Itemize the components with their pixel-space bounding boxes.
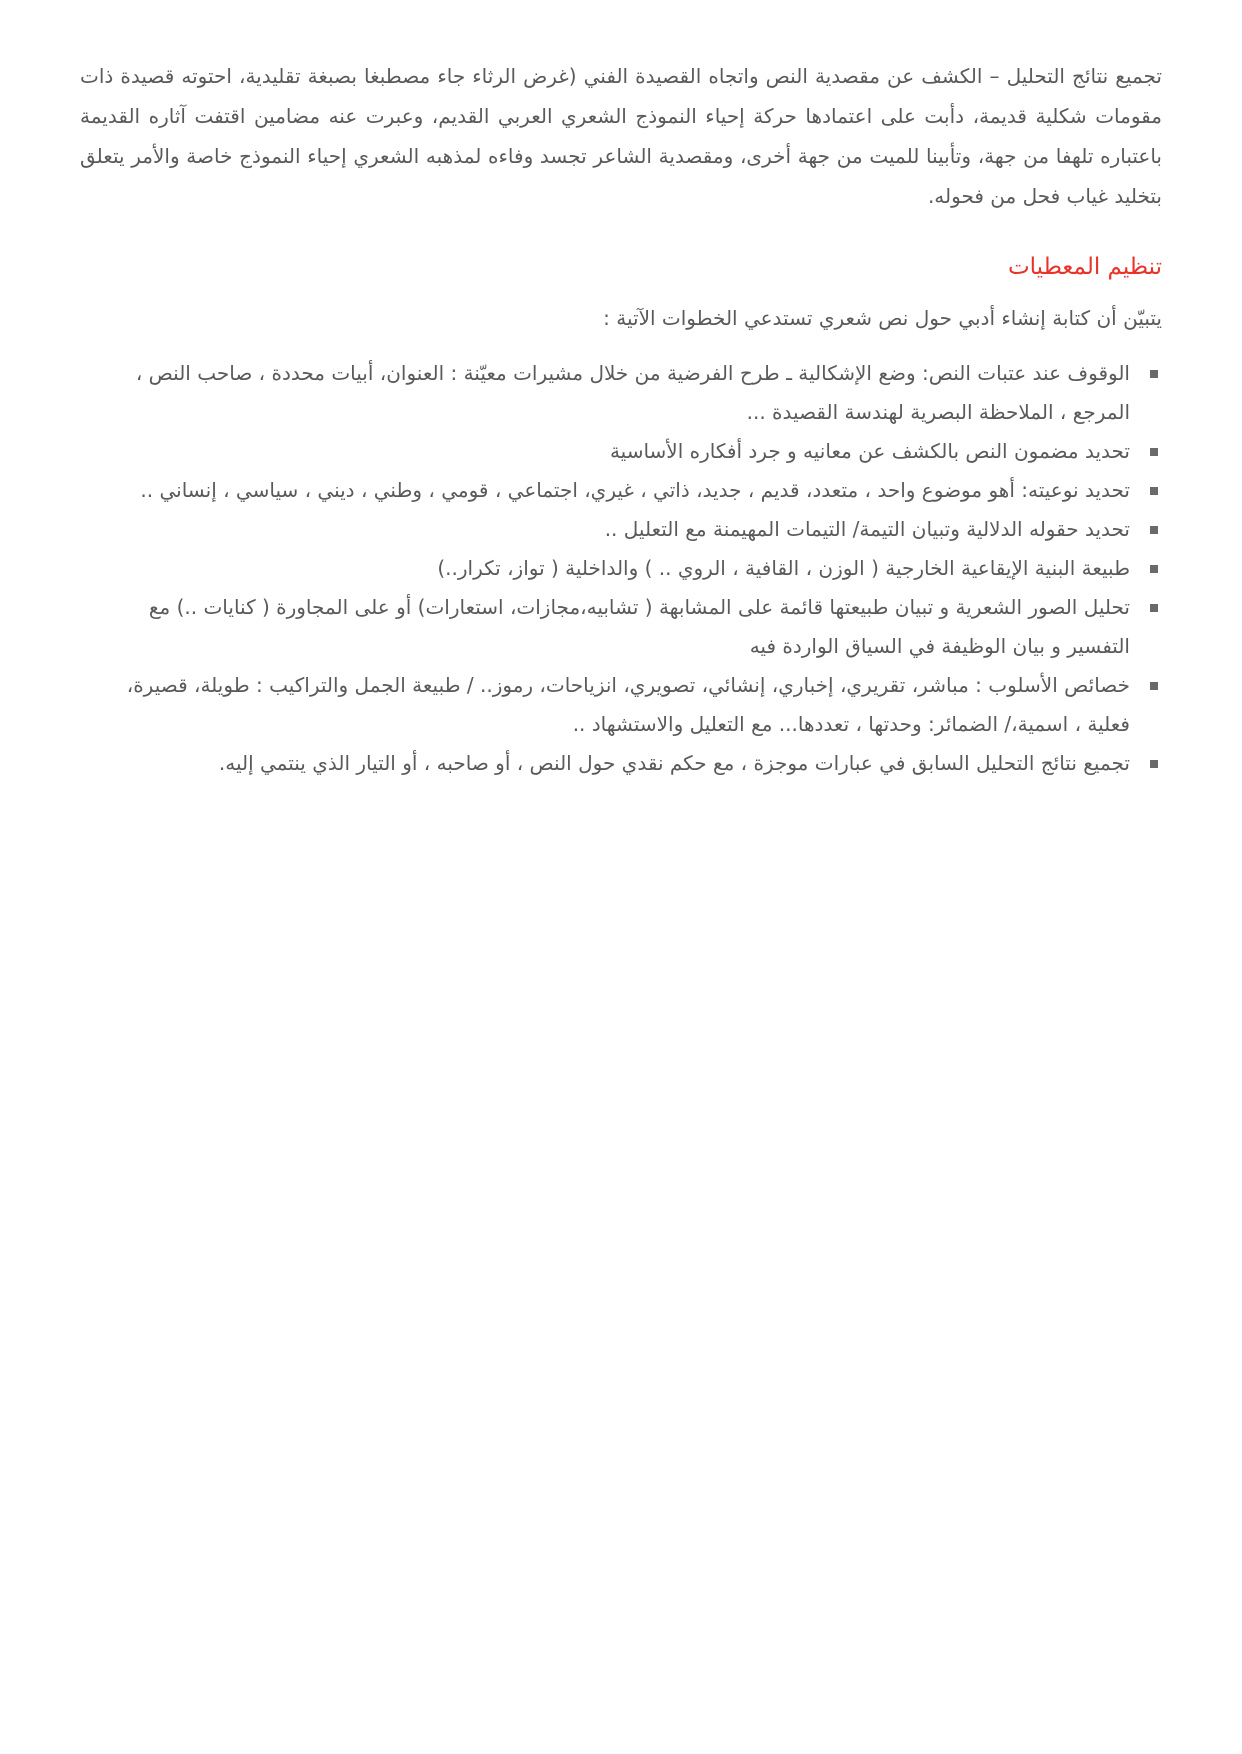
square-bullet-icon bbox=[1150, 760, 1158, 768]
square-bullet-icon bbox=[1150, 526, 1158, 534]
list-item-text: تحديد نوعيته: أهو موضوع واحد ، متعدد، قديم ، جديد، ذاتي ، غيري، اجتماعي ، قومي ، وطني ، ديني ، سياسي ، إنساني .. bbox=[140, 478, 1130, 502]
list-item bbox=[80, 432, 1162, 471]
square-bullet-icon bbox=[1150, 370, 1158, 378]
list-item-text: خصائص الأسلوب : مباشر، تقريري، إخباري، إنشائي، تصويري، انزياحات، رموز.. / طبيعة الجمل والتراكيب : طويلة، قصيرة، فعلية ، اسمية،/ الضمائر: وحدتها ، تعددها... مع التعليل والاستشهاد .. bbox=[126, 673, 1130, 736]
steps-list bbox=[80, 354, 1162, 783]
list-item bbox=[80, 666, 1162, 744]
list-item-text: طبيعة البنية الإيقاعية الخارجية ( الوزن ، القافية ، الروي .. ) والداخلية ( تواز، تكرار..) bbox=[437, 556, 1130, 580]
square-bullet-icon bbox=[1150, 682, 1158, 690]
list-item bbox=[80, 588, 1162, 666]
section-lead: يتبيّن أن كتابة إنشاء أدبي حول نص شعري تستدعي الخطوات الآتية : bbox=[603, 306, 1162, 330]
square-bullet-icon bbox=[1150, 565, 1158, 573]
list-item-text: تحديد حقوله الدلالية وتبيان التيمة/ التيمات المهيمنة مع التعليل .. bbox=[604, 517, 1130, 541]
list-item-text: تجميع نتائج التحليل السابق في عبارات موجزة ، مع حكم نقدي حول النص ، أو صاحبه ، أو التيار الذي ينتمي إليه. bbox=[218, 751, 1130, 775]
list-item-text: تحليل الصور الشعرية و تبيان طبيعتها قائمة على المشابهة ( تشابيه،مجازات، استعارات) أو على المجاورة ( كنايات ..) مع التفسير و بيان الوظيفة في السياق الواردة فيه bbox=[148, 595, 1130, 658]
list-item-text: تحديد مضمون النص بالكشف عن معانيه و جرد أفكاره الأساسية bbox=[609, 439, 1130, 463]
square-bullet-icon bbox=[1150, 487, 1158, 495]
list-item bbox=[80, 471, 1162, 510]
section-title: تنظيم المعطيات bbox=[1007, 254, 1162, 280]
square-bullet-icon bbox=[1150, 604, 1158, 612]
list-item bbox=[80, 354, 1162, 432]
list-item-text: الوقوف عند عتبات النص: وضع الإشكالية ـ طرح الفرضية من خلال مشيرات معيّنة : العنوان، أبيات محددة ، صاحب النص ، المرجع ، الملاحظة البصرية لهندسة القصيدة ... bbox=[135, 361, 1130, 424]
list-item bbox=[80, 510, 1162, 549]
document-page bbox=[80, 56, 1162, 783]
intro-paragraph: تجميع نتائج التحليل – الكشف عن مقصدية النص واتجاه القصيدة الفني (غرض الرثاء جاء مصطبغا بصبغة تقليدية، احتوته قصيدة ذات مقومات شكلية قديمة، دأبت على اعتمادها حركة إحياء النموذج الشعري العربي القديم، وعبرت عنه مضامين اقتفت آثاره القديمة باعتباره تلهفا من جهة، وتأبينا للميت من جهة أخرى، ومقصدية الشاعر تجسد وفاءه لمذهبه الشعري إحياء النموذج خاصة والأمر يتعلق بتخليد غياب فحل من فحوله. bbox=[80, 64, 1162, 208]
list-item bbox=[80, 549, 1162, 588]
square-bullet-icon bbox=[1150, 448, 1158, 456]
list-item bbox=[80, 744, 1162, 783]
